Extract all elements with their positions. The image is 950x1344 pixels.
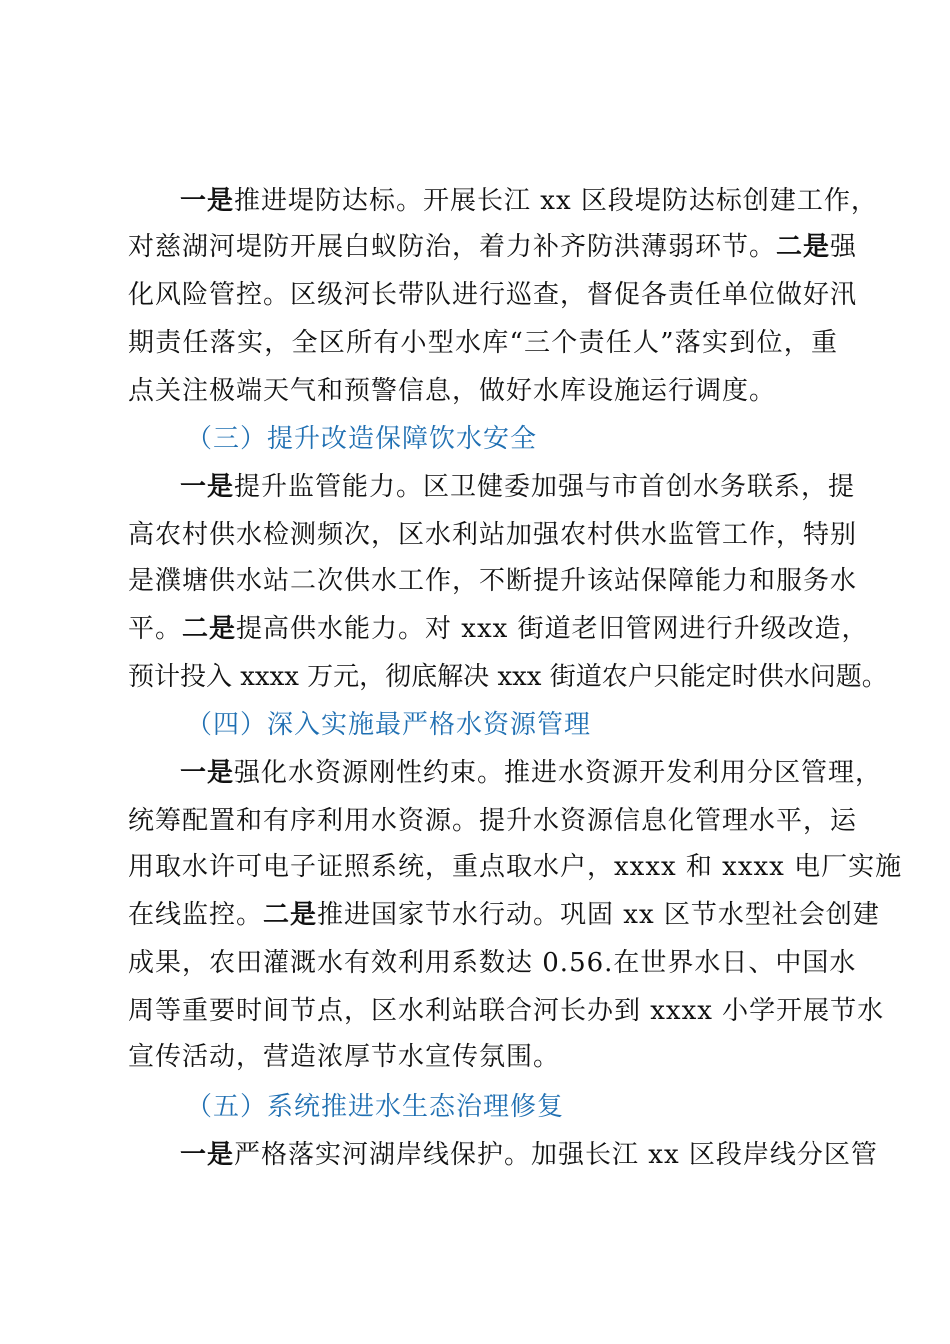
line-text: 平。 <box>128 614 183 644</box>
bold-lead: 一是 <box>180 472 235 502</box>
line-text: 对慈湖河堤防开展白蚁防治，着力补齐防洪薄弱环节。 <box>128 232 777 262</box>
line-text: 推进堤防达标。开展长江 xx 区段堤防达标创建工作， <box>234 186 878 216</box>
line-text: 提升监管能力。区卫健委加强与市首创水务联系，提 <box>234 472 856 502</box>
paragraph-line <box>128 900 880 930</box>
bold-lead: 一是 <box>180 1140 235 1170</box>
paragraph-line: 周等重要时间节点，区水利站联合河长办到 xxxx 小学开展节水 <box>128 996 885 1026</box>
paragraph-line: 统筹配置和有序利用水资源。提升水资源信息化管理水平，运 <box>128 806 858 836</box>
paragraph-line <box>180 758 883 788</box>
paragraph-line <box>128 614 869 644</box>
section-heading-3: （三）提升改造保障饮水安全 <box>186 424 538 454</box>
line-text: 在线监控。 <box>128 900 264 930</box>
paragraph-line: 期责任落实，全区所有小型水库“三个责任人”落实到位，重 <box>128 328 838 358</box>
paragraph-line: 预计投入 xxxx 万元，彻底解决 xxx 街道农户只能定时供水问题。 <box>128 662 888 692</box>
paragraph-line: 宣传活动，营造浓厚节水宣传氛围。 <box>128 1042 561 1072</box>
paragraph-line: 用取水许可电子证照系统，重点取水户，xxxx 和 xxxx 电厂实施 <box>128 852 903 882</box>
line-text: 提高供水能力。对 xxx 街道老旧管网进行升级改造， <box>236 614 869 644</box>
paragraph-line: 是濮塘供水站二次供水工作，不断提升该站保障能力和服务水 <box>128 566 858 596</box>
bold-lead: 二是 <box>776 232 831 262</box>
paragraph-line <box>180 472 856 502</box>
line-text: 强化水资源刚性约束。推进水资源开发利用分区管理， <box>234 758 883 788</box>
bold-lead: 一是 <box>180 186 235 216</box>
paragraph-line: 点关注极端天气和预警信息，做好水库设施运行调度。 <box>128 376 777 406</box>
bold-lead: 二是 <box>263 900 318 930</box>
line-text: 推进国家节水行动。巩固 xx 区节水型社会创建 <box>317 900 880 930</box>
section-heading-5: （五）系统推进水生态治理修复 <box>186 1092 565 1122</box>
paragraph-line <box>180 186 878 216</box>
line-text: 严格落实河湖岸线保护。加强长江 xx 区段岸线分区管 <box>234 1140 878 1170</box>
paragraph-line: 成果，农田灌溉水有效利用系数达 0.56.在世界水日、中国水 <box>128 948 857 978</box>
section-heading-4: （四）深入实施最严格水资源管理 <box>186 710 592 740</box>
paragraph-line <box>128 232 858 262</box>
paragraph-line: 高农村供水检测频次，区水利站加强农村供水监管工作，特别 <box>128 520 858 550</box>
bold-lead: 二是 <box>182 614 237 644</box>
paragraph-line <box>180 1140 878 1170</box>
bold-lead: 一是 <box>180 758 235 788</box>
paragraph-line: 化风险管控。区级河长带队进行巡查，督促各责任单位做好汛 <box>128 280 858 310</box>
line-text: 强 <box>830 232 858 262</box>
